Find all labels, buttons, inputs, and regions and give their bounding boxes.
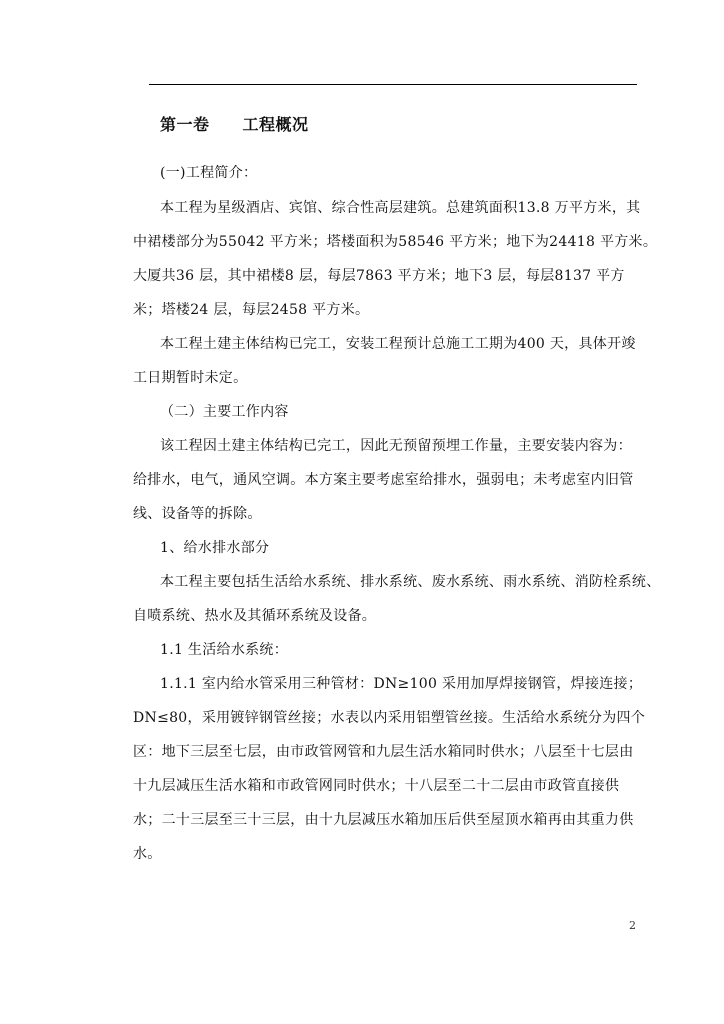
paragraph-line: 1.1.1 室内给水管采用三种管材：DN≥100 采用加厚焊接钢管，焊接连接； [160, 676, 643, 692]
section-heading: （二）主要工作内容 [160, 404, 289, 420]
section-heading: 1、给水排水部分 [160, 540, 270, 556]
paragraph-line: 水。 [133, 846, 162, 862]
page-number: 2 [629, 919, 636, 932]
paragraph-line: 大厦共36 层，其中裙楼8 层，每层7863 平方米；地下3 层，每层8137 平方 [133, 268, 625, 284]
paragraph-line: 本工程主要包括生活给水系统、排水系统、废水系统、雨水系统、消防栓系统、 [160, 574, 661, 590]
paragraph-line: 本工程为星级酒店、宾馆、综合性高层建筑。总建筑面积13.8 万平方米，其 [160, 200, 641, 216]
paragraph-line: 本工程土建主体结构已完工，安装工程预计总施工工期为400 天，具体开竣 [160, 336, 636, 352]
paragraph-line: 工日期暂时未定。 [133, 370, 248, 386]
paragraph-line: 米；塔楼24 层，每层2458 平方米。 [133, 302, 370, 318]
paragraph-line: 中裙楼部分为55042 平方米；塔楼面积为58546 平方米；地下为24418 平方米。 [133, 234, 658, 250]
chapter-title: 第一卷 工程概况 [160, 115, 309, 134]
section-heading: 1.1 生活给水系统： [160, 642, 289, 658]
paragraph-line: 给排水，电气，通风空调。本方案主要考虑室给排水，强弱电；未考虑室内旧管 [133, 472, 634, 488]
paragraph-line: 该工程因土建主体结构已完工，因此无预留预埋工作量，主要安装内容为： [160, 438, 632, 454]
paragraph-line: (一)工程简介： [160, 165, 258, 181]
paragraph-line: DN≤80，采用镀锌钢管丝接；水表以内采用铝塑管丝接。生活给水系统分为四个 [133, 710, 646, 726]
paragraph-line: 自喷系统、热水及其循环系统及设备。 [133, 608, 377, 624]
paragraph-line: 十九层减压生活水箱和市政管网同时供水；十八层至二十二层由市政管直接供 [133, 778, 620, 794]
header-rule [149, 84, 637, 85]
paragraph-line: 区：地下三层至七层，由市政管网管和九层生活水箱同时供水；八层至十七层由 [133, 744, 634, 760]
paragraph-line: 水；二十三层至三十三层，由十九层减压水箱加压后供至屋顶水箱再由其重力供 [133, 812, 634, 828]
paragraph-line: 线、设备等的拆除。 [133, 506, 262, 522]
